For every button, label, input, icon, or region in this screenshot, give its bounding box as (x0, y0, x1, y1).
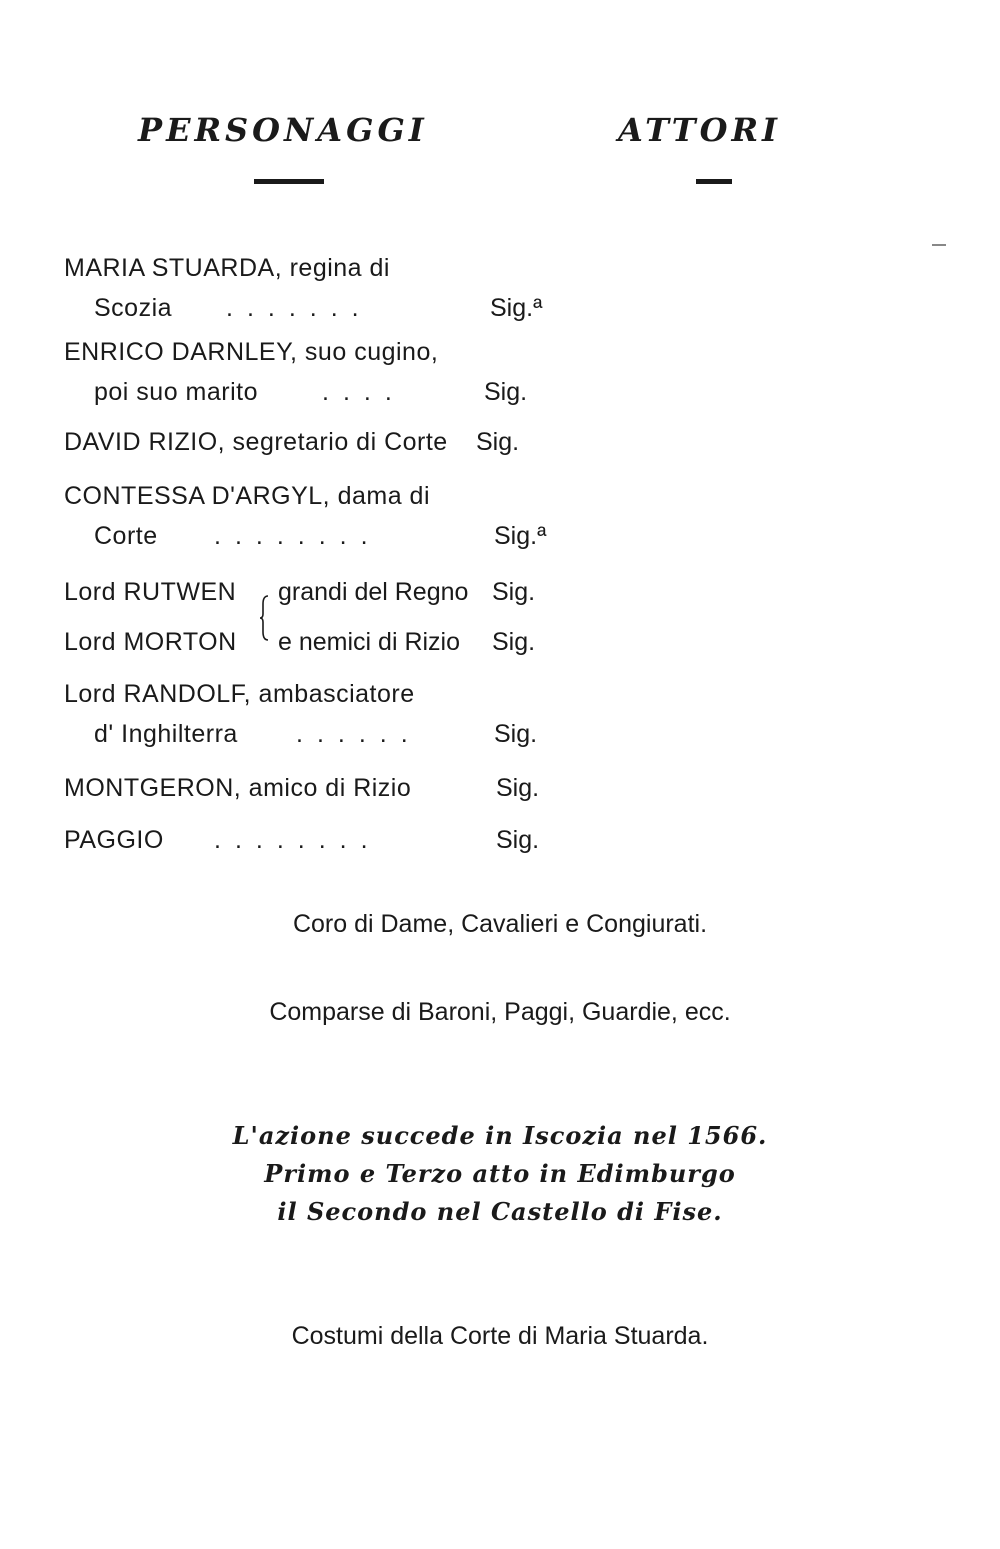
cast-entry-randolf-sig: Sig. (494, 720, 538, 748)
leader-dots: ........ (214, 522, 382, 550)
setting-line-2: Primo e Terzo atto in Edimburgo (264, 1159, 736, 1188)
cast-entry-maria-line1: MARIA STUARDA, regina di (64, 254, 390, 282)
cast-entry-darnley-line1: ENRICO DARNLEY, suo cugino, (64, 338, 439, 366)
cast-entry-rizio-sig: Sig. (476, 428, 520, 456)
personaggi-heading: PERSONAGGI (138, 111, 428, 149)
cast-entry-randolf-line2: d' Inghilterra (94, 720, 238, 748)
cast-entry-morton-sig: Sig. (492, 628, 536, 656)
chorus-line: Coro di Dame, Cavalieri e Congiurati. (292, 910, 708, 938)
extras-line: Comparse di Baroni, Paggi, Guardie, ecc. (269, 998, 731, 1026)
leader-dots: ........ (214, 826, 382, 854)
cast-entry-darnley-sig: Sig. (484, 378, 528, 406)
leader-dots: ...... (296, 720, 422, 748)
leader-dots: .... (322, 378, 406, 406)
attori-heading: ATTORI (618, 111, 781, 149)
cast-entry-argyl-sig: Sig.ª (494, 522, 547, 550)
attori-rule (696, 179, 732, 184)
cast-entry-montgeron-sig: Sig. (496, 774, 540, 802)
cast-entry-paggio-sig: Sig. (496, 826, 540, 854)
cast-entry-rutwen-sig: Sig. (492, 578, 536, 606)
grouping-brace (260, 594, 270, 642)
cast-entry-argyl-line2: Corte (94, 522, 158, 550)
cast-entry-morton-line1: Lord MORTON (64, 628, 237, 656)
personaggi-rule (254, 179, 324, 184)
costumes-line: Costumi della Corte di Maria Stuarda. (291, 1322, 709, 1350)
cast-entry-paggio-line1: PAGGIO (64, 826, 164, 854)
cast-entry-darnley-line2: poi suo marito (94, 378, 259, 406)
setting-line-3: il Secondo nel Castello di Fise. (277, 1197, 723, 1226)
print-speck (932, 244, 946, 246)
cast-entry-rizio-line1: DAVID RIZIO, segretario di Corte (64, 428, 448, 456)
cast-entry-morton-note: e nemici di Rizio (278, 628, 461, 656)
cast-entry-maria-role: Scozia (94, 294, 173, 322)
cast-entry-argyl-line1: CONTESSA D'ARGYL, dama di (64, 482, 431, 510)
cast-entry-maria-line2 (94, 290, 172, 326)
cast-entry-rutwen-note: grandi del Regno (278, 578, 469, 606)
leader-dots: ....... (226, 294, 373, 322)
cast-entry-rutwen-line1: Lord RUTWEN (64, 578, 237, 606)
cast-entry-randolf-line1: Lord RANDOLF, ambasciatore (64, 680, 415, 708)
setting-line-1: L'azione succede in Iscozia nel 1566. (232, 1121, 768, 1150)
cast-entry-maria-sig: Sig.ª (490, 294, 543, 322)
cast-entry-montgeron-line1: MONTGERON, amico di Rizio (64, 774, 412, 802)
